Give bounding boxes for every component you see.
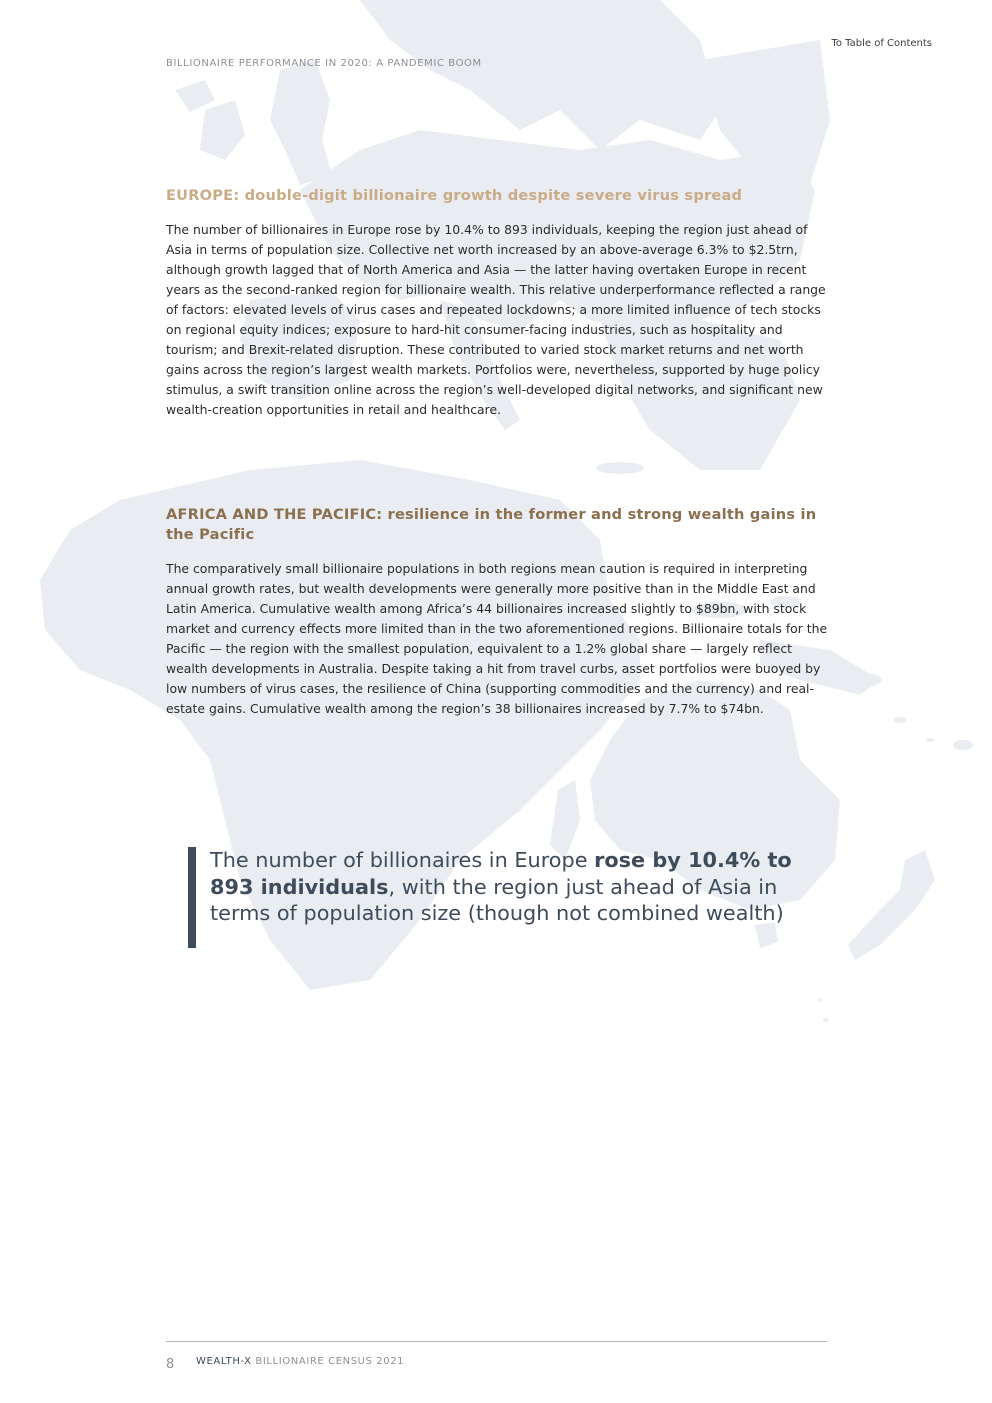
quote-emphasis: rose by 10.4% to 893 individuals — [210, 848, 792, 899]
page-number: 8 — [166, 1357, 175, 1372]
table-of-contents-link[interactable]: To Table of Contents — [831, 38, 932, 49]
africa-pacific-heading: AFRICA AND THE PACIFIC: resilience in the former and strong wealth gains in the Pacific — [166, 506, 817, 543]
europe-body: The number of billionaires in Europe rose by 10.4% to 893 individuals, keeping the region just ahead of Asia in terms of population size. Collective net worth increased by an above-average 6.3% to $2.5trn, although growth lagged that of North America and Asia — the latter having overtaken Europe in recent years as the second-ranked region for billionaire wealth. This relative underperformance reflected a range of factors: elevated levels of virus cases and repeated lockdowns; a more limited influence of tech stocks on regional equity indices; exposure to hard-hit consumer-facing industries, such as hospitality and tourism; and Brexit-related disruption. These contributed to varied stock market returns and net worth gains across the region’s largest wealth markets. Portfolios were, nevertheless, supported by huge policy stimulus, a swift transition online across the region’s well-developed digital networks, and significant new wealth-creation opportunities in retail and healthcare. — [166, 222, 826, 417]
footer-publication — [196, 1356, 404, 1367]
pull-quote — [188, 847, 808, 948]
europe-heading: EUROPE: double-digit billionaire growth despite severe virus spread — [166, 187, 743, 204]
quote-tail: , with the region just ahead of Asia in terms of population size (though not combined wealth) — [210, 874, 784, 925]
africa-pacific-section — [166, 505, 828, 719]
quote-accent-bar — [188, 847, 196, 948]
quote-lead: The number of billionaires in Europe — [210, 848, 595, 872]
europe-section — [166, 186, 828, 420]
footer-divider — [166, 1341, 827, 1342]
pull-quote-text — [210, 847, 808, 948]
africa-pacific-body: The comparatively small billionaire populations in both regions mean caution is required in interpreting annual growth rates, but wealth developments were generally more positive than in the Middle East and Latin America. Cumulative wealth among Africa’s 44 billionaires increased slightly to $89bn, with stock market and currency effects more limited than in the two aforementioned regions. Billionaire totals for the Pacific — the region with the smallest population, equivalent to a 1.2% global share — largely reflect wealth developments in Australia. Despite taking a hit from travel curbs, asset portfolios were buoyed by low numbers of virus cases, the resilience of China (supporting commodities and the currency) and real-estate gains. Cumulative wealth among the region’s 38 billionaires increased by 7.7% to $74bn. — [166, 561, 828, 716]
footer-publication-title: BILLIONAIRE CENSUS 2021 — [251, 1356, 405, 1367]
footer-brand-name: WEALTH-X — [196, 1356, 252, 1367]
running-header: BILLIONAIRE PERFORMANCE IN 2020: A PANDEMIC BOOM — [166, 58, 482, 69]
